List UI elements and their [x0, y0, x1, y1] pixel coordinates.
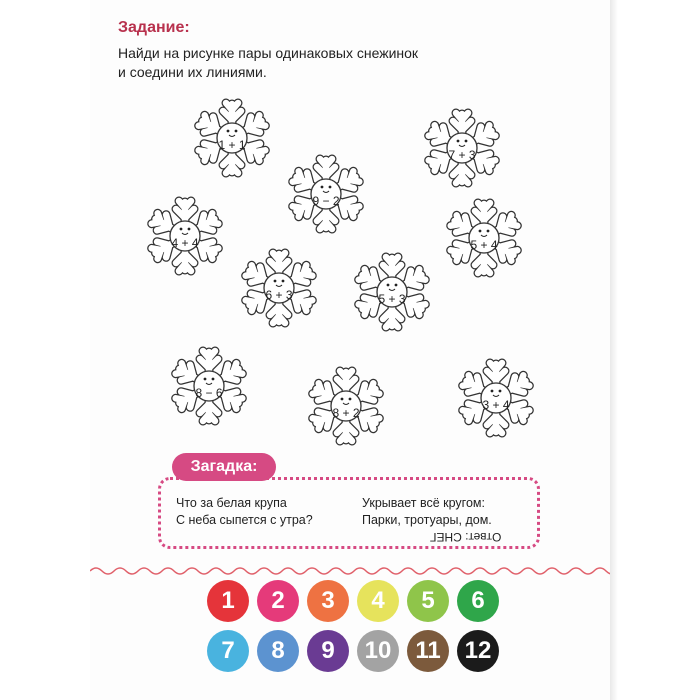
number-circle-4: [357, 580, 399, 622]
number-label: 3: [321, 587, 335, 614]
snowflake-6[interactable]: [237, 246, 321, 330]
snowflake-1[interactable]: [190, 96, 274, 180]
snowflake-7[interactable]: [350, 250, 434, 334]
snowflake-label: 5 + 3: [378, 292, 406, 306]
riddle-title: Загадка:: [172, 453, 276, 481]
number-circle-8: [257, 630, 299, 672]
riddle-right-line-2: Парки, тротуары, дом.: [362, 513, 492, 527]
number-label: 5: [421, 587, 435, 614]
snowflake-8[interactable]: [167, 344, 251, 428]
riddle-answer-upside-down: Ответ: СНЕГ: [430, 530, 502, 544]
number-circle-7: [207, 630, 249, 672]
snowflake-label: 8 + 2: [332, 406, 360, 420]
snowflake-label: 5 + 4: [470, 238, 498, 252]
task-title: Задание:: [118, 19, 190, 36]
task-line-1: Найди на рисунке пары одинаковых снежинок: [118, 45, 419, 61]
number-label: 9: [321, 637, 335, 664]
number-label: 7: [221, 637, 235, 664]
snowflake-3[interactable]: [284, 152, 368, 236]
number-circle-5: [407, 580, 449, 622]
number-circle-9: [307, 630, 349, 672]
number-label: 4: [371, 587, 385, 614]
number-circle-12: [457, 630, 499, 672]
number-circle-11: [407, 630, 449, 672]
task-line-2: и соедини их линиями.: [118, 64, 267, 80]
snowflake-label: 3 + 4: [482, 398, 510, 412]
number-label: 12: [464, 637, 492, 664]
number-circle-2: [257, 580, 299, 622]
number-circle-3: [307, 580, 349, 622]
snowflake-9[interactable]: [304, 364, 388, 448]
task-instructions: [118, 44, 498, 82]
snowflake-label: 7 + 3: [448, 148, 476, 162]
number-circle-6: [457, 580, 499, 622]
wavy-divider: [90, 565, 610, 577]
snowflake-label: 9 − 2: [312, 194, 340, 208]
number-circle-10: [357, 630, 399, 672]
snowflake-label: 1 + 1: [218, 138, 246, 152]
number-label: 10: [364, 637, 392, 664]
riddle-left-line-1: Что за белая крупа: [176, 496, 287, 510]
snowflake-5[interactable]: [442, 196, 526, 280]
number-label: 11: [415, 637, 441, 664]
number-circle-1: [207, 580, 249, 622]
number-label: 2: [271, 587, 285, 614]
snowflake-label: 8 − 6: [195, 386, 223, 400]
snowflake-label: 6 + 3: [265, 288, 293, 302]
number-label: 1: [221, 587, 235, 614]
riddle-left-line-2: С неба сыпется с утра?: [176, 513, 313, 527]
snowflake-4[interactable]: [143, 194, 227, 278]
snowflake-10[interactable]: [454, 356, 538, 440]
number-label: 8: [271, 637, 285, 664]
page-edge-shadow: [610, 0, 618, 700]
snowflake-label: 4 + 4: [171, 236, 199, 250]
snowflake-2[interactable]: [420, 106, 504, 190]
riddle-right-line-1: Укрывает всё кругом:: [362, 496, 485, 510]
number-label: 6: [471, 587, 485, 614]
